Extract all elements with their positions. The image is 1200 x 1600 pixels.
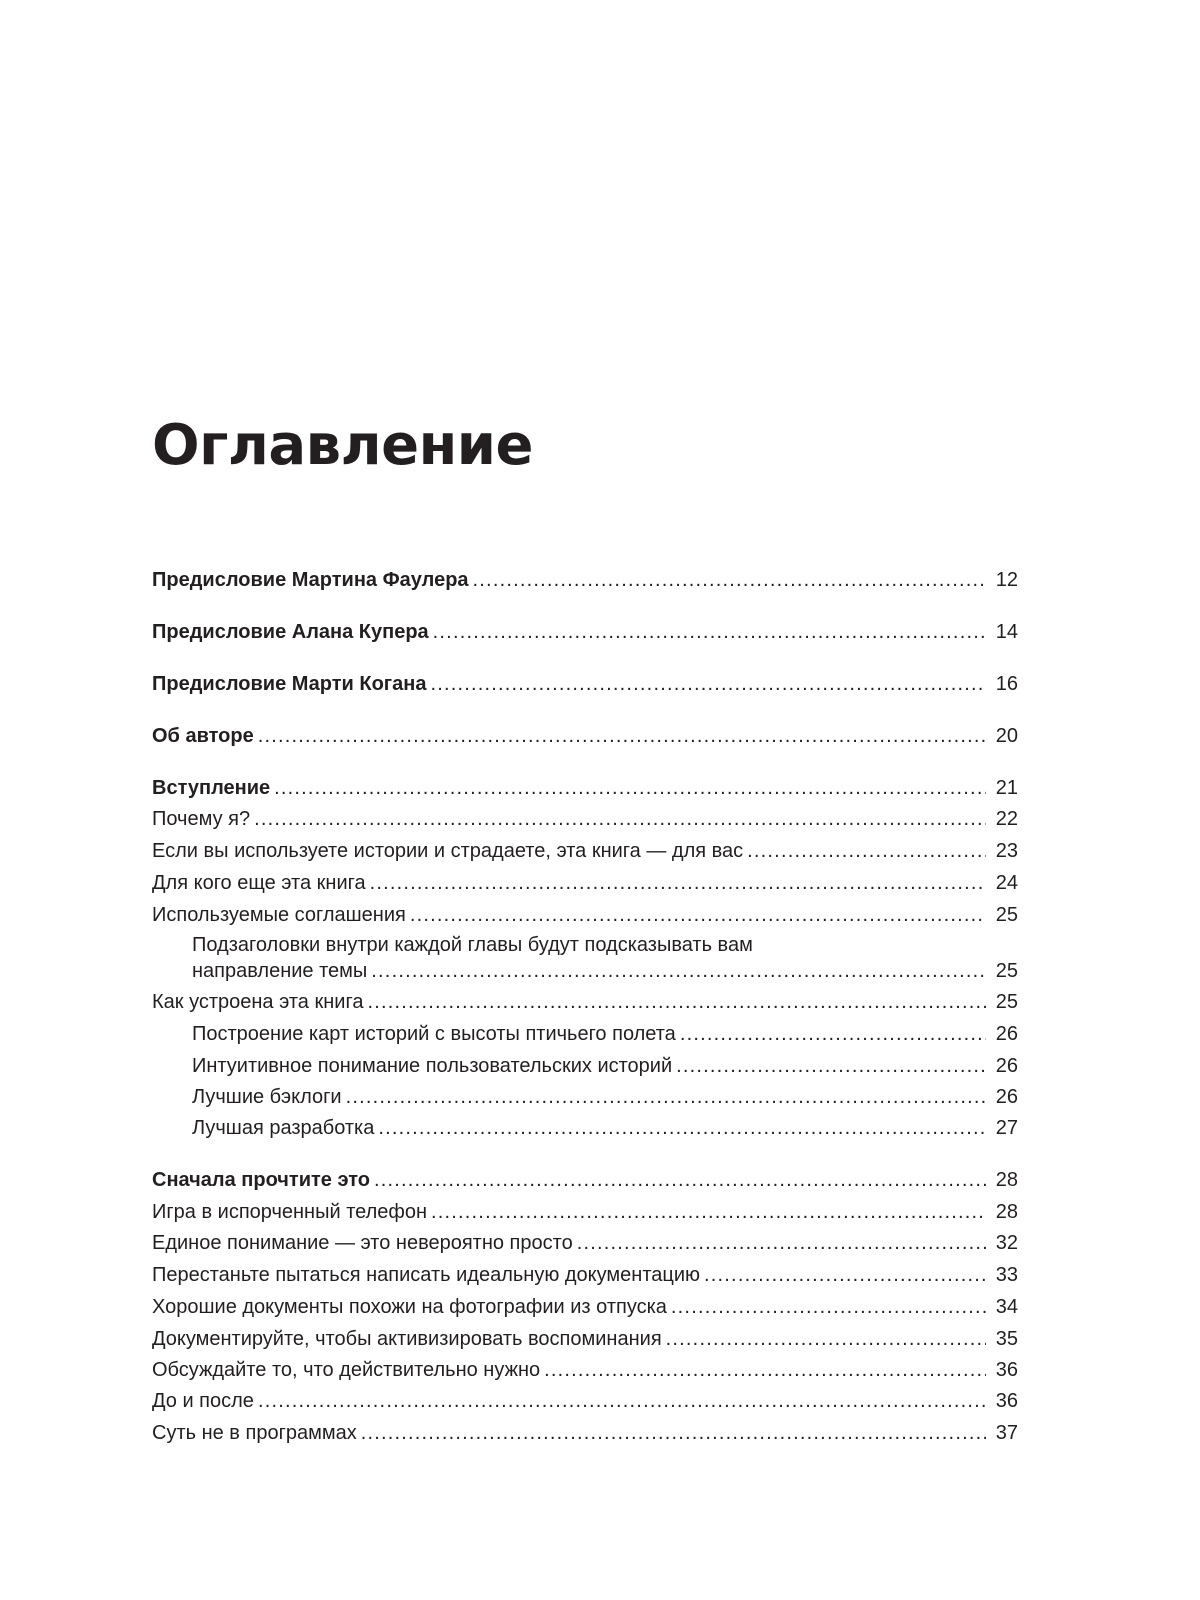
toc-entry-story-mapping[interactable] bbox=[192, 1021, 1018, 1047]
toc-entry-page: 26 bbox=[995, 1086, 1018, 1108]
toc-entry-page: 26 bbox=[995, 1023, 1018, 1045]
dot-leader bbox=[274, 775, 986, 801]
toc-entry-text: До и после bbox=[152, 1390, 254, 1412]
dot-leader bbox=[258, 1388, 986, 1414]
dot-leader bbox=[433, 619, 986, 645]
dot-leader bbox=[371, 958, 986, 984]
toc-entry-page: 16 bbox=[995, 673, 1018, 695]
toc-entry-page: 36 bbox=[995, 1359, 1018, 1381]
toc-entry-page: 12 bbox=[995, 569, 1018, 591]
toc-entry-page: 25 bbox=[995, 991, 1018, 1013]
toc-entry-read-this-first[interactable] bbox=[152, 1167, 1018, 1193]
dot-leader bbox=[410, 902, 986, 928]
toc-entry-not-about-software[interactable] bbox=[152, 1420, 1018, 1446]
toc-entry-before-and-after[interactable] bbox=[152, 1388, 1018, 1414]
toc-entry-page: 36 bbox=[995, 1390, 1018, 1412]
toc-entry-shared-understanding[interactable] bbox=[152, 1230, 1018, 1256]
dot-leader bbox=[666, 1326, 986, 1352]
toc-entry-foreword-cagan[interactable] bbox=[152, 671, 1018, 697]
toc-entry-text: Предисловие Алана Купера bbox=[152, 621, 429, 643]
toc-entry-who-else[interactable] bbox=[152, 870, 1018, 896]
toc-entry-text: Лучшие бэклоги bbox=[192, 1086, 342, 1108]
dot-leader bbox=[676, 1053, 986, 1079]
toc-entry-page: 14 bbox=[995, 621, 1018, 643]
toc-entry-discuss-what-matters[interactable] bbox=[152, 1357, 1018, 1383]
dot-leader bbox=[370, 870, 986, 896]
dot-leader bbox=[254, 806, 986, 832]
toc-entry-intuitive-understanding[interactable] bbox=[192, 1053, 1018, 1079]
toc-entry-foreword-fowler[interactable] bbox=[152, 567, 1018, 593]
toc-entry-vacation-photos[interactable] bbox=[152, 1294, 1018, 1320]
toc-entry-telephone-game[interactable] bbox=[152, 1199, 1018, 1225]
toc-entry-text: Почему я? bbox=[152, 808, 251, 830]
toc-entry-page: 23 bbox=[995, 840, 1018, 862]
toc-entry-page: 33 bbox=[995, 1264, 1018, 1286]
dot-leader bbox=[378, 1115, 986, 1141]
dot-leader bbox=[577, 1230, 986, 1256]
toc-entry-page: 25 bbox=[995, 960, 1018, 982]
toc-entry-page: 28 bbox=[995, 1169, 1018, 1191]
dot-leader bbox=[361, 1420, 986, 1446]
toc-entry-text: Перестаньте пытаться написать идеальную документацию bbox=[152, 1264, 701, 1286]
toc-entry-text: Предисловие Марти Когана bbox=[152, 673, 427, 695]
toc-entry-if-you-use-stories[interactable] bbox=[152, 838, 1018, 864]
toc-entry-text: Вступление bbox=[152, 777, 271, 799]
toc-entry-text: Предисловие Мартина Фаулера bbox=[152, 569, 469, 591]
dot-leader bbox=[680, 1021, 986, 1047]
toc-entry-better-development[interactable] bbox=[192, 1115, 1018, 1141]
dot-leader bbox=[544, 1357, 986, 1383]
toc-entry-page: 22 bbox=[995, 808, 1018, 830]
toc-entry-text: Используемые соглашения bbox=[152, 904, 406, 926]
toc-entry-text: Суть не в программах bbox=[152, 1422, 357, 1444]
toc-entry-text: Документируйте, чтобы активизировать воспоминания bbox=[152, 1328, 662, 1350]
toc-entry-page: 28 bbox=[995, 1201, 1018, 1223]
toc-entry-line2 bbox=[192, 958, 1018, 984]
dot-leader bbox=[367, 989, 986, 1015]
toc-entry-page: 32 bbox=[995, 1232, 1018, 1254]
dot-leader bbox=[430, 671, 986, 697]
toc-entry-page: 27 bbox=[995, 1117, 1018, 1139]
dot-leader bbox=[747, 838, 986, 864]
dot-leader bbox=[374, 1167, 986, 1193]
toc-entry-text: Для кого еще эта книга bbox=[152, 872, 366, 894]
toc-entry-page: 26 bbox=[995, 1055, 1018, 1077]
toc-entry-text: Сначала прочтите это bbox=[152, 1169, 370, 1191]
toc-entry-text: Обсуждайте то, что действительно нужно bbox=[152, 1359, 541, 1381]
toc-entry-text: Об авторе bbox=[152, 725, 254, 747]
toc-entry-text: Как устроена эта книга bbox=[152, 991, 364, 1013]
toc-entry-document-to-remember[interactable] bbox=[152, 1326, 1018, 1352]
toc-entry-why-me[interactable] bbox=[152, 806, 1018, 832]
toc-entry-text: Лучшая разработка bbox=[192, 1117, 375, 1139]
toc-entry-text: Хорошие документы похожи на фотографии из отпуска bbox=[152, 1296, 667, 1318]
dot-leader bbox=[258, 723, 986, 749]
toc-entry-better-backlogs[interactable] bbox=[192, 1084, 1018, 1110]
toc-entry-conventions[interactable] bbox=[152, 902, 1018, 928]
toc-entry-page: 21 bbox=[995, 777, 1018, 799]
page-title: Оглавление bbox=[152, 413, 534, 478]
dot-leader bbox=[473, 567, 986, 593]
toc-entry-text: Построение карт историй с высоты птичьего полета bbox=[192, 1023, 676, 1045]
toc-entry-introduction[interactable] bbox=[152, 775, 1018, 801]
toc-entry-page: 34 bbox=[995, 1296, 1018, 1318]
dot-leader bbox=[346, 1084, 986, 1110]
toc-entry-page: 24 bbox=[995, 872, 1018, 894]
toc-entry-text: Единое понимание — это невероятно просто bbox=[152, 1232, 573, 1254]
toc-entry-text: Игра в испорченный телефон bbox=[152, 1201, 428, 1223]
toc-entry-about-author[interactable] bbox=[152, 723, 1018, 749]
dot-leader bbox=[704, 1262, 986, 1288]
toc-entry-page: 37 bbox=[995, 1422, 1018, 1444]
toc-entry-page: 20 bbox=[995, 725, 1018, 747]
toc-entry-text-line2: направление темы bbox=[192, 960, 368, 982]
toc-entry-page: 25 bbox=[995, 904, 1018, 926]
toc-entry-foreword-cooper[interactable] bbox=[152, 619, 1018, 645]
toc-entry-page: 35 bbox=[995, 1328, 1018, 1350]
toc-entry-perfect-documentation[interactable] bbox=[152, 1262, 1018, 1288]
toc-entry-text-line1: Подзаголовки внутри каждой главы будут подсказывать вам bbox=[192, 934, 753, 956]
dot-leader bbox=[431, 1199, 986, 1225]
toc-entry-subheadings[interactable] bbox=[192, 932, 1018, 984]
toc-entry-book-structure[interactable] bbox=[152, 989, 1018, 1015]
dot-leader bbox=[671, 1294, 986, 1320]
toc-entry-text: Если вы используете истории и страдаете, эта книга — для вас bbox=[152, 840, 744, 862]
toc-entry-text: Интуитивное понимание пользовательских историй bbox=[192, 1055, 673, 1077]
